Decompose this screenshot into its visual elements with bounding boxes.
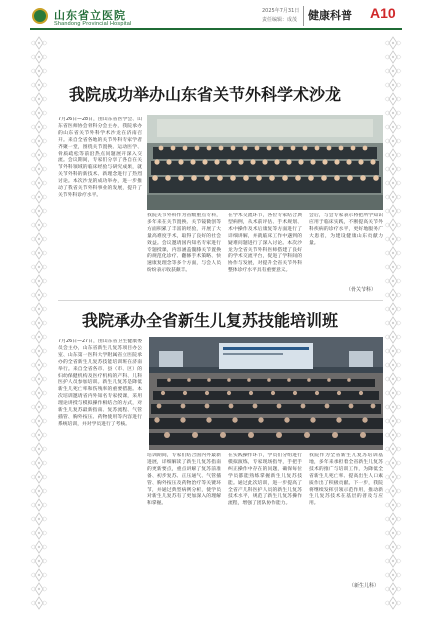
article2-column-4: 我院作为全省新生儿复苏培训基地，多年来承担着全省新生儿复苏技术的推广与培训工作，为降低全省新生儿死亡率、提高出生人口素质作出了积极贡献。下一步，我院将继续发挥引领示范作用，推动新生儿复苏技术在基层的普及与应用。: [309, 453, 383, 507]
article2-column-3: 在实践操作环节，学员们分组进行模拟演练，专家现场指导，手把手纠正操作中存在的问题，确保每位学员都能熟练掌握新生儿复苏技能。通过此次培训，进一步提高了全省产儿科医护人员的新生儿复苏技术水平，规范了新生儿复苏操作流程，增强了团队协作能力。: [228, 453, 302, 507]
article1-column-4: 会后，与会专家表示将把所学知识应用于临床实践，不断提高关节外科疾病的诊疗水平，更好地服务广大患者，为建设健康山东贡献力量。: [309, 213, 383, 246]
right-border-ornament: [384, 36, 402, 610]
article-divider: [58, 300, 383, 301]
article1-title: 我院成功举办山东省关节外科学术沙龙: [69, 85, 342, 104]
hospital-name: 山东省立医院: [54, 9, 126, 22]
article1-column-3: 在学术交流环节，各位专家结合典型病例，从术前评估、手术规划、术中操作及术后康复等方面进行了详细讲解，并就临床工作中遇到的疑难问题进行了深入讨论。本次沙龙为全省关节外科医师搭建了良好的学术交流平台，促进了学科间的协作与发展，对提升全省关节外科整体诊疗水平具有重要意义。: [228, 213, 302, 274]
article2-column-1: 7月26日—27日，由山东省卫生健康委员会主办，山东省新生儿复苏项目办公室、山东第一医科大学附属省立医院承办的全省新生儿复苏技能培训班在济南举行。来自全省各市、县（市、区）的妇幼保健机构及医疗机构的产科、儿科医护人员参加培训。新生儿复苏是降低新生儿死亡率和伤残率的重要措施。本次培训邀请省内外知名专家授课，采用理论讲授与模拟操作相结合的方式，对新生儿复苏最新指南、复苏流程、气管插管、胸外按压、药物使用等内容进行系统培训，并对学员进行了考核。: [58, 339, 142, 427]
article2-lecture-photo: [149, 337, 383, 450]
article1-group-photo: [147, 115, 383, 210]
hospital-name-english: Shandong Provincial Hospital: [54, 21, 132, 27]
page-number: A10: [370, 5, 396, 21]
hospital-logo-icon: [32, 8, 48, 24]
issue-date: 2025年7月31日: [262, 8, 300, 14]
header-separator: [303, 6, 304, 26]
article1-column-2: 我院关节外科作为省级重点专科，多年来在关节置换、关节镜微创等方面积累了丰富的经验，开展了大量高难度手术，取得了良好的社会效益。会议邀请国内知名专家进行专题授课，内容涵盖髋膝关节置换的规范化诊疗、翻修手术策略、快速康复理念等多个方面，与会人员纷纷表示收获颇丰。: [147, 213, 221, 274]
article1-credit: （骨关节科）: [346, 287, 377, 293]
left-border-ornament: [30, 36, 48, 610]
masthead: [0, 0, 430, 40]
article2-column-2: 培训期间，专家们结合国内外最新进展，详细解读了新生儿复苏指南的更新要点，重点讲解了复苏前准备、初步复苏、正压通气、气管插管、胸外按压及药物治疗等关键环节，并通过典型病例分析，使学员对新生儿复苏有了更加深入的理解和掌握。: [147, 453, 221, 507]
article2-title: 我院承办全省新生儿复苏技能培训班: [82, 311, 339, 330]
header-rule: [30, 28, 402, 30]
article1-column-1: 7月26日—28日，由山东省医学会、山东省医师协会骨科分会主办，我院承办的山东省关节外科学术沙龙在济南召开。来自全省各地的关节外科专家学者齐聚一堂，围绕关节置换、运动医学、骨质疏松等前沿热点问题展开深入交流。会议期间，专家们分享了各自在关节外科领域的临床经验与研究成果，就关节外科的新技术、新理念进行了热烈讨论。本次沙龙的成功举办，进一步推动了我省关节外科事业的发展，提升了关节外科诊疗水平。: [58, 117, 142, 198]
article2-credit: （新生儿科）: [349, 583, 380, 589]
editor-credit: 责任编辑：成茂: [262, 17, 298, 23]
section-name: 健康科普: [308, 9, 352, 22]
